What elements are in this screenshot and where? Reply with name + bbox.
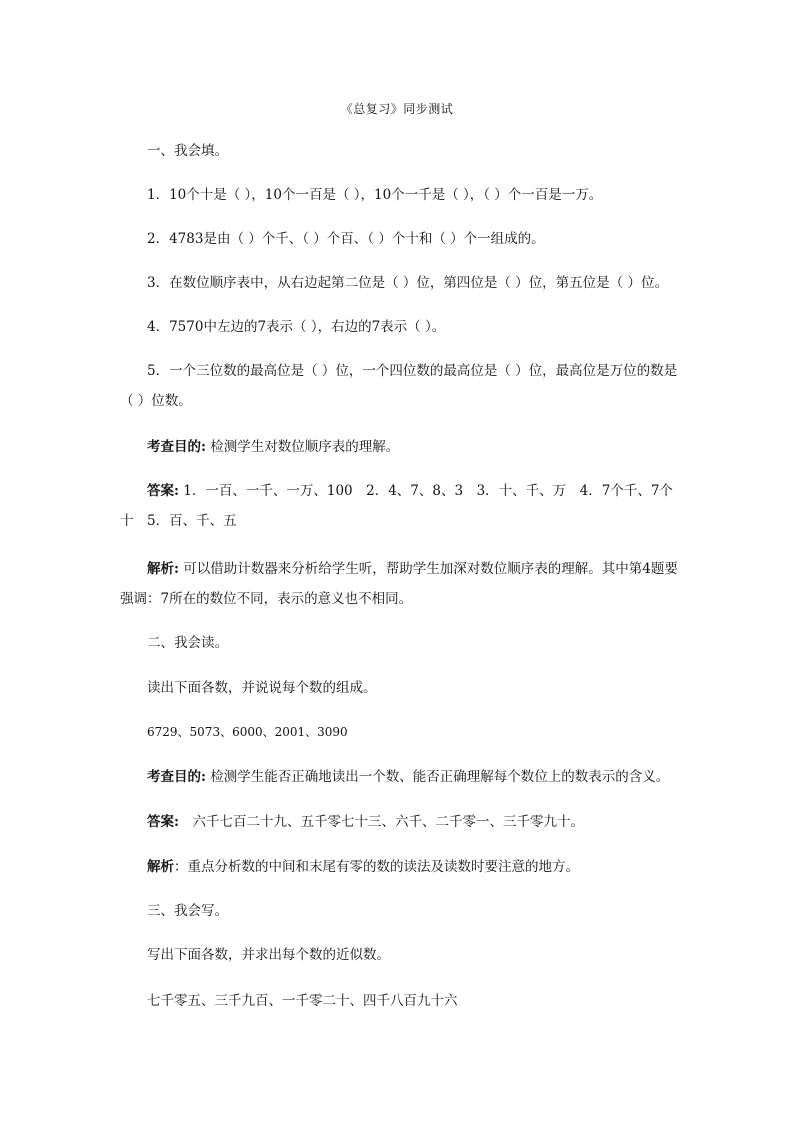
question-1-4: 4．7570中左边的7表示（ ），右边的7表示（ ）。 — [147, 319, 446, 335]
purpose-text: 检测学生能否正确地读出一个数、能否正确理解每个数位上的数表示的含义。 — [205, 769, 670, 785]
section-2-purpose — [147, 766, 669, 788]
analysis-text: 可以借助计数器来分析给学生听，帮助学生加深对数位顺序表的理解。其中第4题要强调：7所在的数位不同，表示的意义也不相同。 — [120, 561, 678, 607]
section-1-answer — [120, 476, 680, 536]
purpose-label: 考查目的: — [147, 769, 206, 785]
section-2-heading: 二、我会读。 — [147, 635, 228, 651]
answer-text: 1．一百、一千、一万、100 2．4、7、8、3 3．十、千、万 4．7个千、7个十 5．百、千、五 — [120, 483, 673, 529]
section-3-heading: 三、我会写。 — [147, 903, 228, 919]
section-1-purpose — [147, 436, 399, 458]
analysis-label: 解析 — [147, 859, 174, 875]
answer-label: 答案: — [147, 814, 179, 830]
question-1-1: 1．10个十是（ ），10个一百是（ ），10个一千是（ ），（ ）个一百是一万。 — [147, 187, 603, 203]
section-2-answer — [147, 811, 584, 833]
question-1-2: 2．4783是由（ ）个千、（ ）个百、（ ）个十和（ ）个一组成的。 — [147, 231, 545, 247]
page-title: 《总复习》同步测试 — [340, 102, 454, 116]
answer-text: 六千七百二十九、五千零七十三、六千、二千零一、三千零九十。 — [178, 814, 584, 830]
section-2-analysis — [147, 856, 579, 878]
analysis-label: 解析: — [147, 561, 179, 577]
section-3-numbers: 七千零五、三千九百、一千零二十、四千八百九十六 — [147, 993, 458, 1009]
section-3-instruction: 写出下面各数，并求出每个数的近似数。 — [147, 947, 390, 963]
question-1-5: 5．一个三位数的最高位是（ ）位，一个四位数的最高位是（ ）位，最高位是万位的数是（ ）位数。 — [120, 363, 678, 409]
section-1-analysis — [120, 554, 680, 614]
purpose-text: 检测学生对数位顺序表的理解。 — [205, 439, 400, 455]
purpose-label: 考查目的: — [147, 439, 206, 455]
question-1-3: 3．在数位顺序表中，从右边起第二位是（ ）位，第四位是（ ）位，第五位是（ ）位。 — [147, 275, 668, 291]
section-1-heading: 一、我会填。 — [147, 143, 228, 159]
section-2-numbers: 6729、5073、6000、2001、3090 — [147, 725, 348, 739]
answer-label: 答案: — [147, 483, 179, 499]
analysis-text: ：重点分析数的中间和末尾有零的数的读法及读数时要注意的地方。 — [174, 859, 579, 875]
section-2-instruction: 读出下面各数，并说说每个数的组成。 — [147, 680, 377, 696]
